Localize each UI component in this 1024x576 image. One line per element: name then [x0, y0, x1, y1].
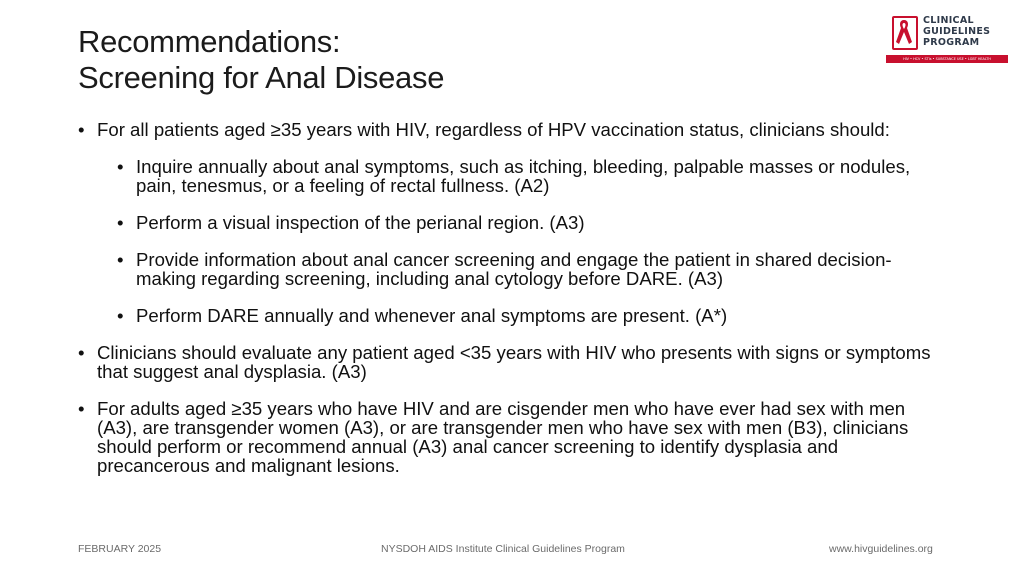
bullet-marker: •	[117, 156, 124, 177]
slide-title-line-2: Screening for Anal Disease	[78, 60, 445, 95]
bullet-marker: •	[117, 212, 124, 233]
bullet-marker: •	[117, 249, 124, 270]
bullet-list	[78, 120, 948, 493]
logo-line-2: GUIDELINES	[923, 26, 991, 37]
sub-bullet-item	[117, 157, 948, 195]
bullet-text: Inquire annually about anal symptoms, such as itching, bleeding, palpable masses or nodules, pain, tenesmus, or a feeling of rectal fullness. (A2)	[136, 156, 911, 196]
footer-date: FEBRUARY 2025	[78, 543, 162, 555]
logo-line-3: PROGRAM	[923, 37, 980, 48]
bullet-text: For all patients aged ≥35 years with HIV, regardless of HPV vaccination status, clinicians should:	[97, 119, 890, 140]
bullet-text: For adults aged ≥35 years who have HIV and are cisgender men who have ever had sex with men (A3), are transgender women (A3), or are transgender men who have sex with men (B3), clinicians should perform or recommend annual (A3) anal cancer screening to identify dysplasia and precancerous and malignant lesions.	[97, 398, 909, 476]
bullet-text: Provide information about anal cancer screening and engage the patient in shared decision-making regarding screening, including anal cytology before DARE. (A3)	[136, 249, 892, 289]
slide-title	[78, 24, 444, 96]
logo-line-1: CLINICAL	[923, 15, 974, 26]
bullet-marker: •	[78, 119, 85, 140]
bullet-item	[78, 399, 948, 475]
sub-bullet-item	[117, 250, 948, 288]
bullet-text: Perform a visual inspection of the perianal region. (A3)	[136, 212, 585, 233]
bullet-marker: •	[78, 398, 85, 419]
red-ribbon-icon	[895, 18, 913, 46]
bullet-text: Perform DARE annually and whenever anal symptoms are present. (A*)	[136, 305, 728, 326]
bullet-item	[78, 120, 948, 139]
bullet-text: Clinicians should evaluate any patient aged <35 years with HIV who presents with signs or symptoms that suggest anal dysplasia. (A3)	[97, 342, 931, 382]
footer-url[interactable]: www.hivguidelines.org	[829, 543, 933, 555]
logo-tagline: HIV • HCV • STIs • SUBSTANCE USE • LGBT HEALTH	[886, 55, 1008, 63]
logo-wordmark	[923, 15, 1008, 48]
sub-bullet-item	[117, 213, 948, 232]
bullet-item	[78, 343, 948, 381]
clinical-guidelines-program-logo	[886, 14, 1008, 64]
footer-program: NYSDOH AIDS Institute Clinical Guidelines Program	[381, 543, 625, 555]
bullet-marker: •	[78, 342, 85, 363]
sub-bullet-item	[117, 306, 948, 325]
slide-title-line-1: Recommendations:	[78, 24, 341, 59]
bullet-marker: •	[117, 305, 124, 326]
